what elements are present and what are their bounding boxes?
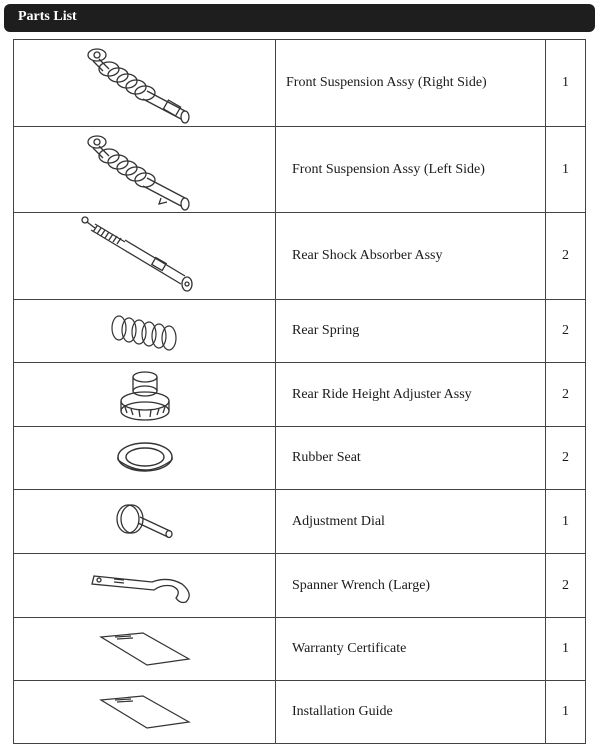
spring-icon bbox=[105, 306, 185, 356]
part-name: Front Suspension Assy (Right Side) bbox=[286, 75, 487, 90]
table-row bbox=[14, 213, 586, 300]
part-name: Warranty Certificate bbox=[292, 641, 407, 656]
part-name: Adjustment Dial bbox=[292, 513, 385, 529]
part-name-cell bbox=[276, 618, 546, 681]
part-name-cell bbox=[276, 363, 546, 427]
part-image-cell bbox=[14, 127, 276, 213]
part-name: Rear Spring bbox=[292, 323, 360, 338]
part-name-cell bbox=[276, 127, 546, 213]
part-name-cell bbox=[276, 213, 546, 300]
part-image-cell bbox=[14, 300, 276, 363]
part-name: Rubber Seat bbox=[292, 450, 361, 465]
part-image-cell bbox=[14, 213, 276, 300]
table-row bbox=[14, 554, 586, 618]
table-row bbox=[14, 618, 586, 681]
part-name-cell bbox=[276, 40, 546, 127]
part-image-cell bbox=[14, 618, 276, 681]
part-qty: 1 bbox=[546, 40, 586, 127]
part-qty: 2 bbox=[546, 300, 586, 363]
part-name: Rear Shock Absorber Assy bbox=[292, 248, 443, 263]
part-image-cell bbox=[14, 681, 276, 744]
table-row bbox=[14, 127, 586, 213]
table-row bbox=[14, 490, 586, 554]
part-image-cell bbox=[14, 554, 276, 618]
part-qty: 2 bbox=[546, 363, 586, 427]
part-name-cell bbox=[276, 300, 546, 363]
part-name-cell bbox=[276, 681, 546, 744]
dial-icon bbox=[110, 497, 180, 547]
front-suspension-icon bbox=[75, 128, 215, 212]
part-image-cell bbox=[14, 363, 276, 427]
certificate-icon bbox=[97, 629, 193, 669]
part-qty: 2 bbox=[546, 554, 586, 618]
table-row bbox=[14, 681, 586, 744]
part-qty: 2 bbox=[546, 427, 586, 490]
spanner-icon bbox=[90, 566, 200, 606]
part-qty: 1 bbox=[546, 127, 586, 213]
parts-table bbox=[13, 39, 586, 744]
guide-icon bbox=[97, 692, 193, 732]
table-row bbox=[14, 300, 586, 363]
front-suspension-icon bbox=[75, 41, 215, 125]
page-title: Parts List bbox=[18, 9, 77, 24]
part-name-cell bbox=[276, 490, 546, 554]
part-image-cell bbox=[14, 490, 276, 554]
part-name-cell bbox=[276, 427, 546, 490]
part-image-cell bbox=[14, 40, 276, 127]
table-row bbox=[14, 363, 586, 427]
part-name: Installation Guide bbox=[292, 704, 393, 719]
rubber-seat-icon bbox=[115, 440, 175, 476]
part-name-cell bbox=[276, 554, 546, 618]
height-adjuster-icon bbox=[115, 367, 175, 423]
parts-list-header bbox=[4, 4, 595, 32]
part-image-cell bbox=[14, 427, 276, 490]
part-qty: 1 bbox=[546, 490, 586, 554]
part-qty: 2 bbox=[546, 213, 586, 300]
rear-shock-icon bbox=[75, 214, 215, 298]
table-row bbox=[14, 40, 586, 127]
part-name: Rear Ride Height Adjuster Assy bbox=[292, 386, 472, 402]
part-name: Spanner Wrench (Large) bbox=[292, 577, 431, 593]
part-name: Front Suspension Assy (Left Side) bbox=[292, 161, 485, 177]
part-qty: 1 bbox=[546, 618, 586, 681]
part-qty: 1 bbox=[546, 681, 586, 744]
table-row bbox=[14, 427, 586, 490]
